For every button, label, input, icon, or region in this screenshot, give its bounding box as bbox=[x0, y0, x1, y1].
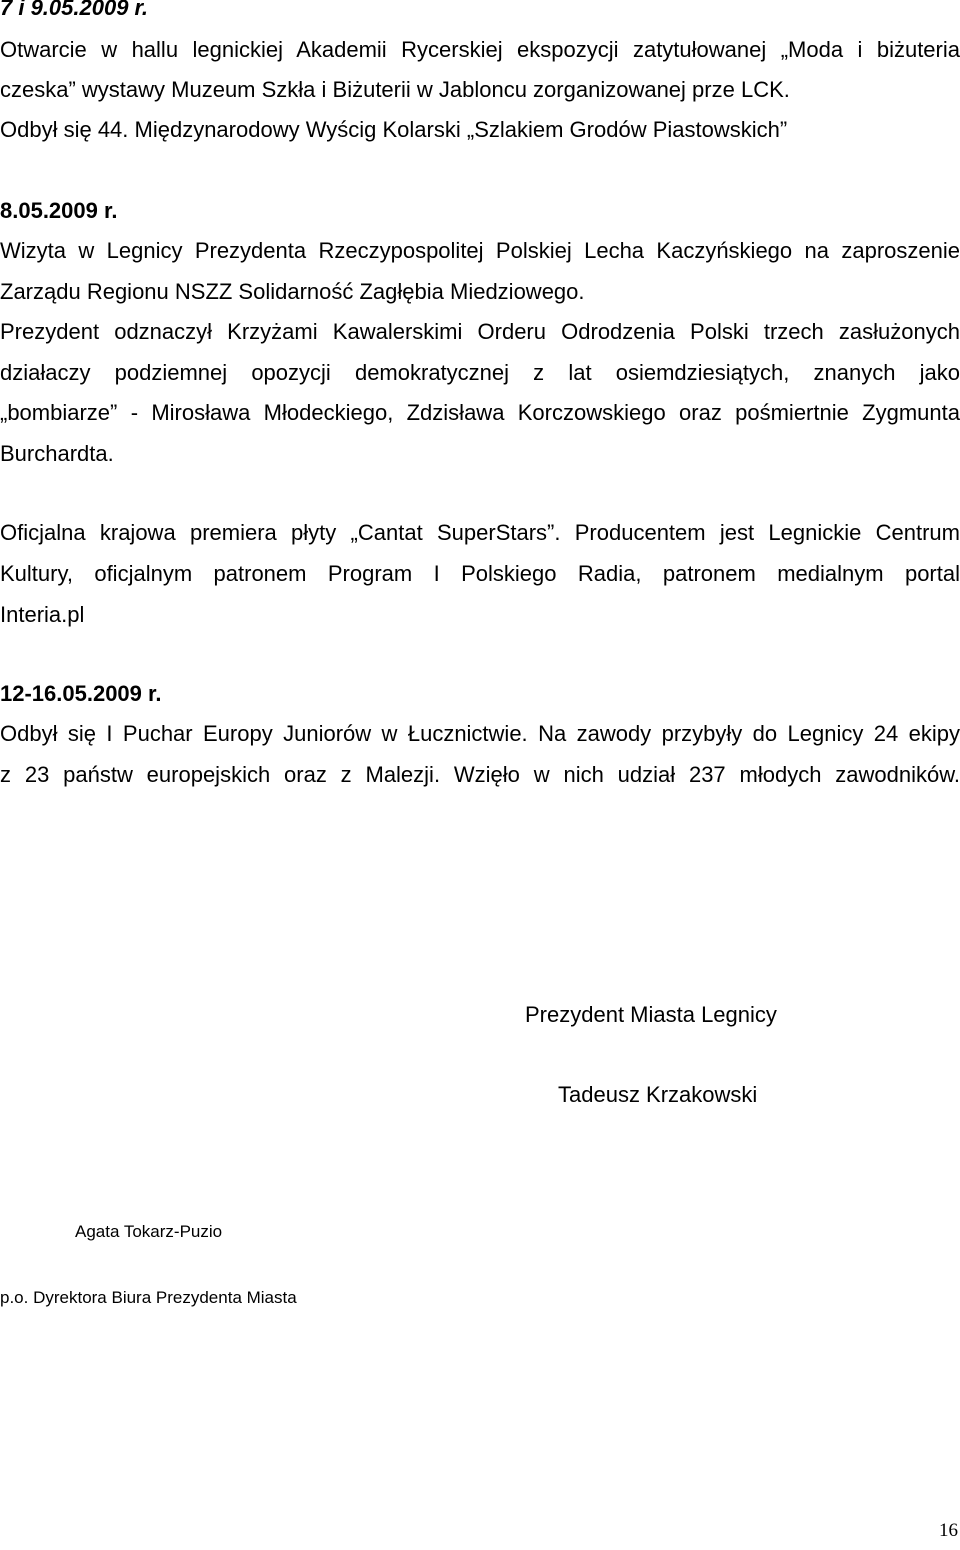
text-line: Interia.pl bbox=[0, 602, 85, 627]
text-line: Otwarcie w hallu legnickiej Akademii Rycerskiej ekspozycji zatytułowanej „Moda i biżuteria bbox=[0, 37, 960, 62]
text-line: z 23 państw europejskich oraz z Malezji. Wzięło w nich udział 237 młodych zawodników. bbox=[0, 762, 960, 787]
prepared-by-name: Agata Tokarz-Puzio bbox=[75, 1222, 223, 1241]
section-date: 12-16.05.2009 r. bbox=[0, 681, 162, 706]
text-line: Wizyta w Legnicy Prezydenta Rzeczypospolitej Polskiej Lecha Kaczyńskiego na zaproszenie bbox=[0, 238, 960, 263]
text-line: Prezydent odznaczył Krzyżami Kawalerskimi Orderu Odrodzenia Polski trzech zasłużonych bbox=[0, 319, 960, 344]
signature-name: Tadeusz Krzakowski bbox=[558, 1082, 758, 1107]
page-number: 16 bbox=[939, 1520, 958, 1541]
signature-title: Prezydent Miasta Legnicy bbox=[525, 1002, 777, 1027]
text-line: Odbył się I Puchar Europy Juniorów w Łucznictwie. Na zawody przybyły do Legnicy 24 ekipy bbox=[0, 721, 960, 746]
text-line: Odbył się 44. Międzynarodowy Wyścig Kolarski „Szlakiem Grodów Piastowskich” bbox=[0, 117, 788, 142]
text-line: Kultury, oficjalnym patronem Program I Polskiego Radia, patronem medialnym portal bbox=[0, 561, 960, 586]
text-line: działaczy podziemnej opozycji demokratycznej z lat osiemdziesiątych, znanych jako bbox=[0, 360, 960, 385]
text-line: czeska” wystawy Muzeum Szkła i Biżuterii w Jabloncu zorganizowanej prze LCK. bbox=[0, 77, 790, 102]
section-date: 7 i 9.05.2009 r. bbox=[0, 0, 149, 20]
text-line: Oficjalna krajowa premiera płyty „Cantat SuperStars”. Producentem jest Legnickie Centrum bbox=[0, 520, 960, 545]
text-line: Zarządu Regionu NSZZ Solidarność Zagłębia Miedziowego. bbox=[0, 279, 585, 304]
prepared-by-role: p.o. Dyrektora Biura Prezydenta Miasta bbox=[0, 1288, 297, 1307]
section-date: 8.05.2009 r. bbox=[0, 198, 118, 223]
text-line: „bombiarze” - Mirosława Młodeckiego, Zdzisława Korczowskiego oraz pośmiertnie Zygmunta bbox=[0, 400, 960, 425]
text-line: Burchardta. bbox=[0, 441, 114, 466]
